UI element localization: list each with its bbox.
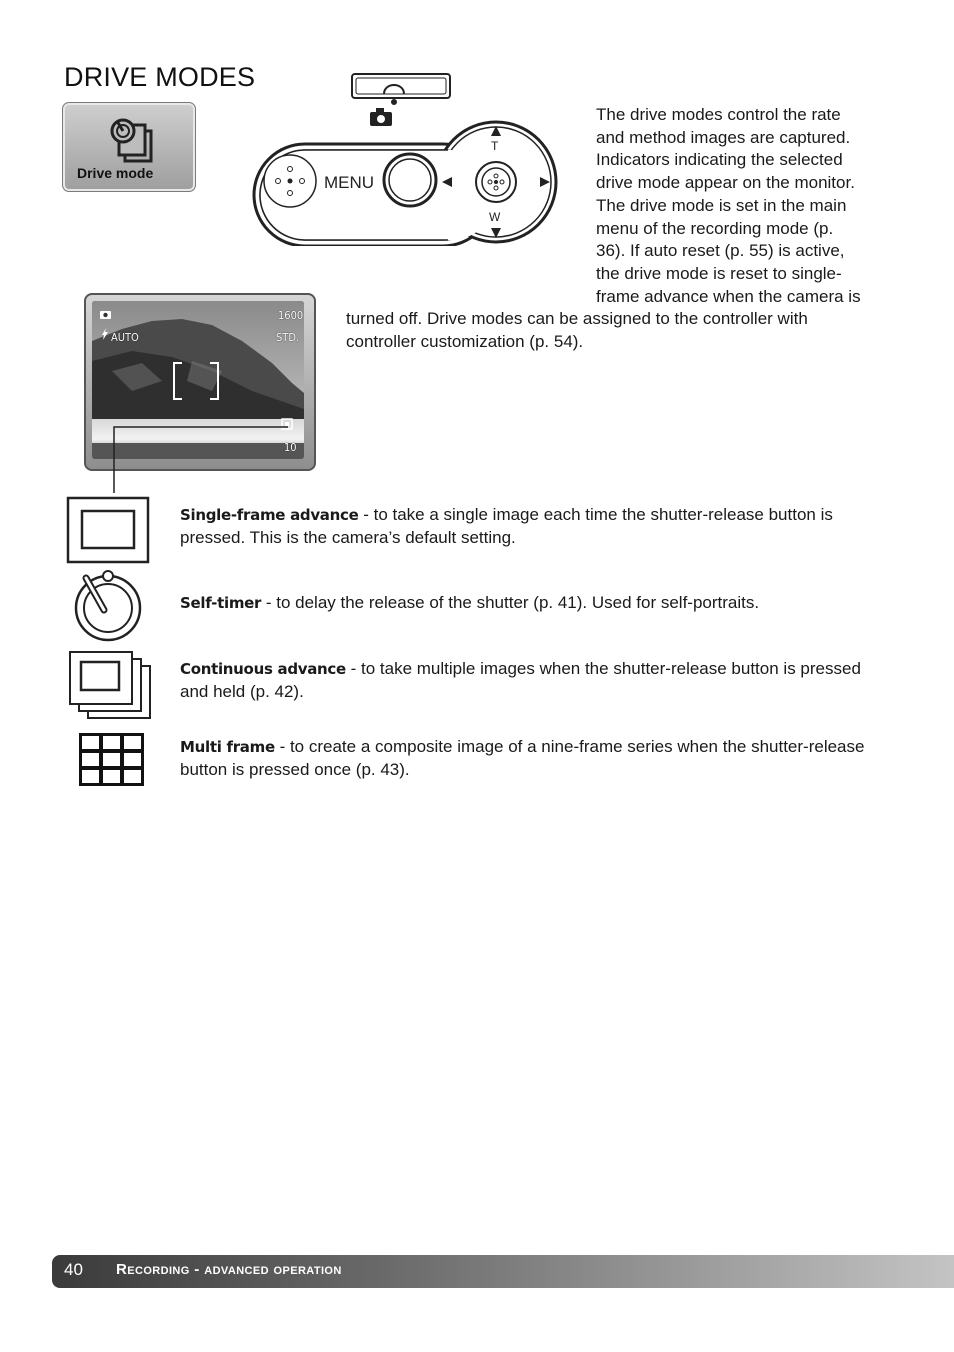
continuous-advance-icon [68,650,152,720]
page-number: 40 [64,1260,83,1279]
mode-name: Self-timer [180,594,262,612]
intro-line: The drive mode is set in the main [596,195,847,215]
frame-counter: 10 [284,441,297,454]
flash-mode-indicator: AUTO [111,331,139,344]
intro-text [596,104,886,308]
mode-desc: - to take multiple images when the shutter-release button is pressed and held (p. 42). [180,659,861,701]
mode-name: Continuous advance [180,660,346,678]
iso-indicator: 1600 [278,309,304,322]
intro-line: drive mode appear on the monitor. [596,173,855,193]
mode-name: Multi frame [180,738,275,756]
intro-line: Indicators indicating the selected [596,150,843,170]
mode-switch[interactable] [352,74,450,105]
mode-desc: - to delay the release of the shutter (p. 41). Used for self-portraits. [261,593,760,612]
page-title: DRIVE MODES [64,62,256,92]
mode-description-single-frame [180,504,880,549]
intro-line: frame advance when the camera is [596,286,861,306]
intro-line: The drive modes control the rate [596,105,841,124]
section-title: Recording - advanced operation [116,1261,342,1278]
drive-mode-label: Drive mode [77,165,154,181]
menu-label: MENU [324,173,375,192]
intro-line: menu of the recording mode (p. [596,218,834,238]
single-frame-icon [66,496,150,564]
drive-mode-button[interactable] [62,102,196,192]
indicator-leader-line [112,423,292,493]
intro-line: 36). If auto reset (p. 55) is active, [596,241,845,261]
mode-description-multi-frame [180,736,880,781]
mode-desc: - to take a single image each time the shutter-release button is pressed. This is the camera’s default setting. [180,505,833,547]
self-timer-icon [70,570,144,644]
mode-desc: - to create a composite image of a nine-frame series when the shutter-release button is pressed once (p. 43). [180,737,865,779]
zoom-w-label: W [489,210,501,224]
mode-description-continuous [180,658,880,703]
mode-name: Single-frame advance [180,506,359,524]
intro-line: controller customization (p. 54). [346,331,584,351]
intro-line: the drive mode is reset to single- [596,263,842,283]
left-dial[interactable] [264,155,316,207]
intro-line: and method images are captured. [596,127,851,147]
footer-bar [52,1255,954,1288]
zoom-t-label: T [491,139,499,153]
quality-indicator: STD. [276,331,300,344]
menu-button[interactable] [384,154,436,206]
intro-text-continued [346,308,886,353]
camera-icon [370,108,392,126]
drive-mode-icon [101,109,157,165]
intro-line: turned off. Drive modes can be assigned to the controller with [346,309,808,328]
mode-description-self-timer [180,592,880,615]
multi-frame-icon [78,732,146,788]
camera-controls-diagram [248,66,568,246]
controller[interactable] [476,162,516,202]
